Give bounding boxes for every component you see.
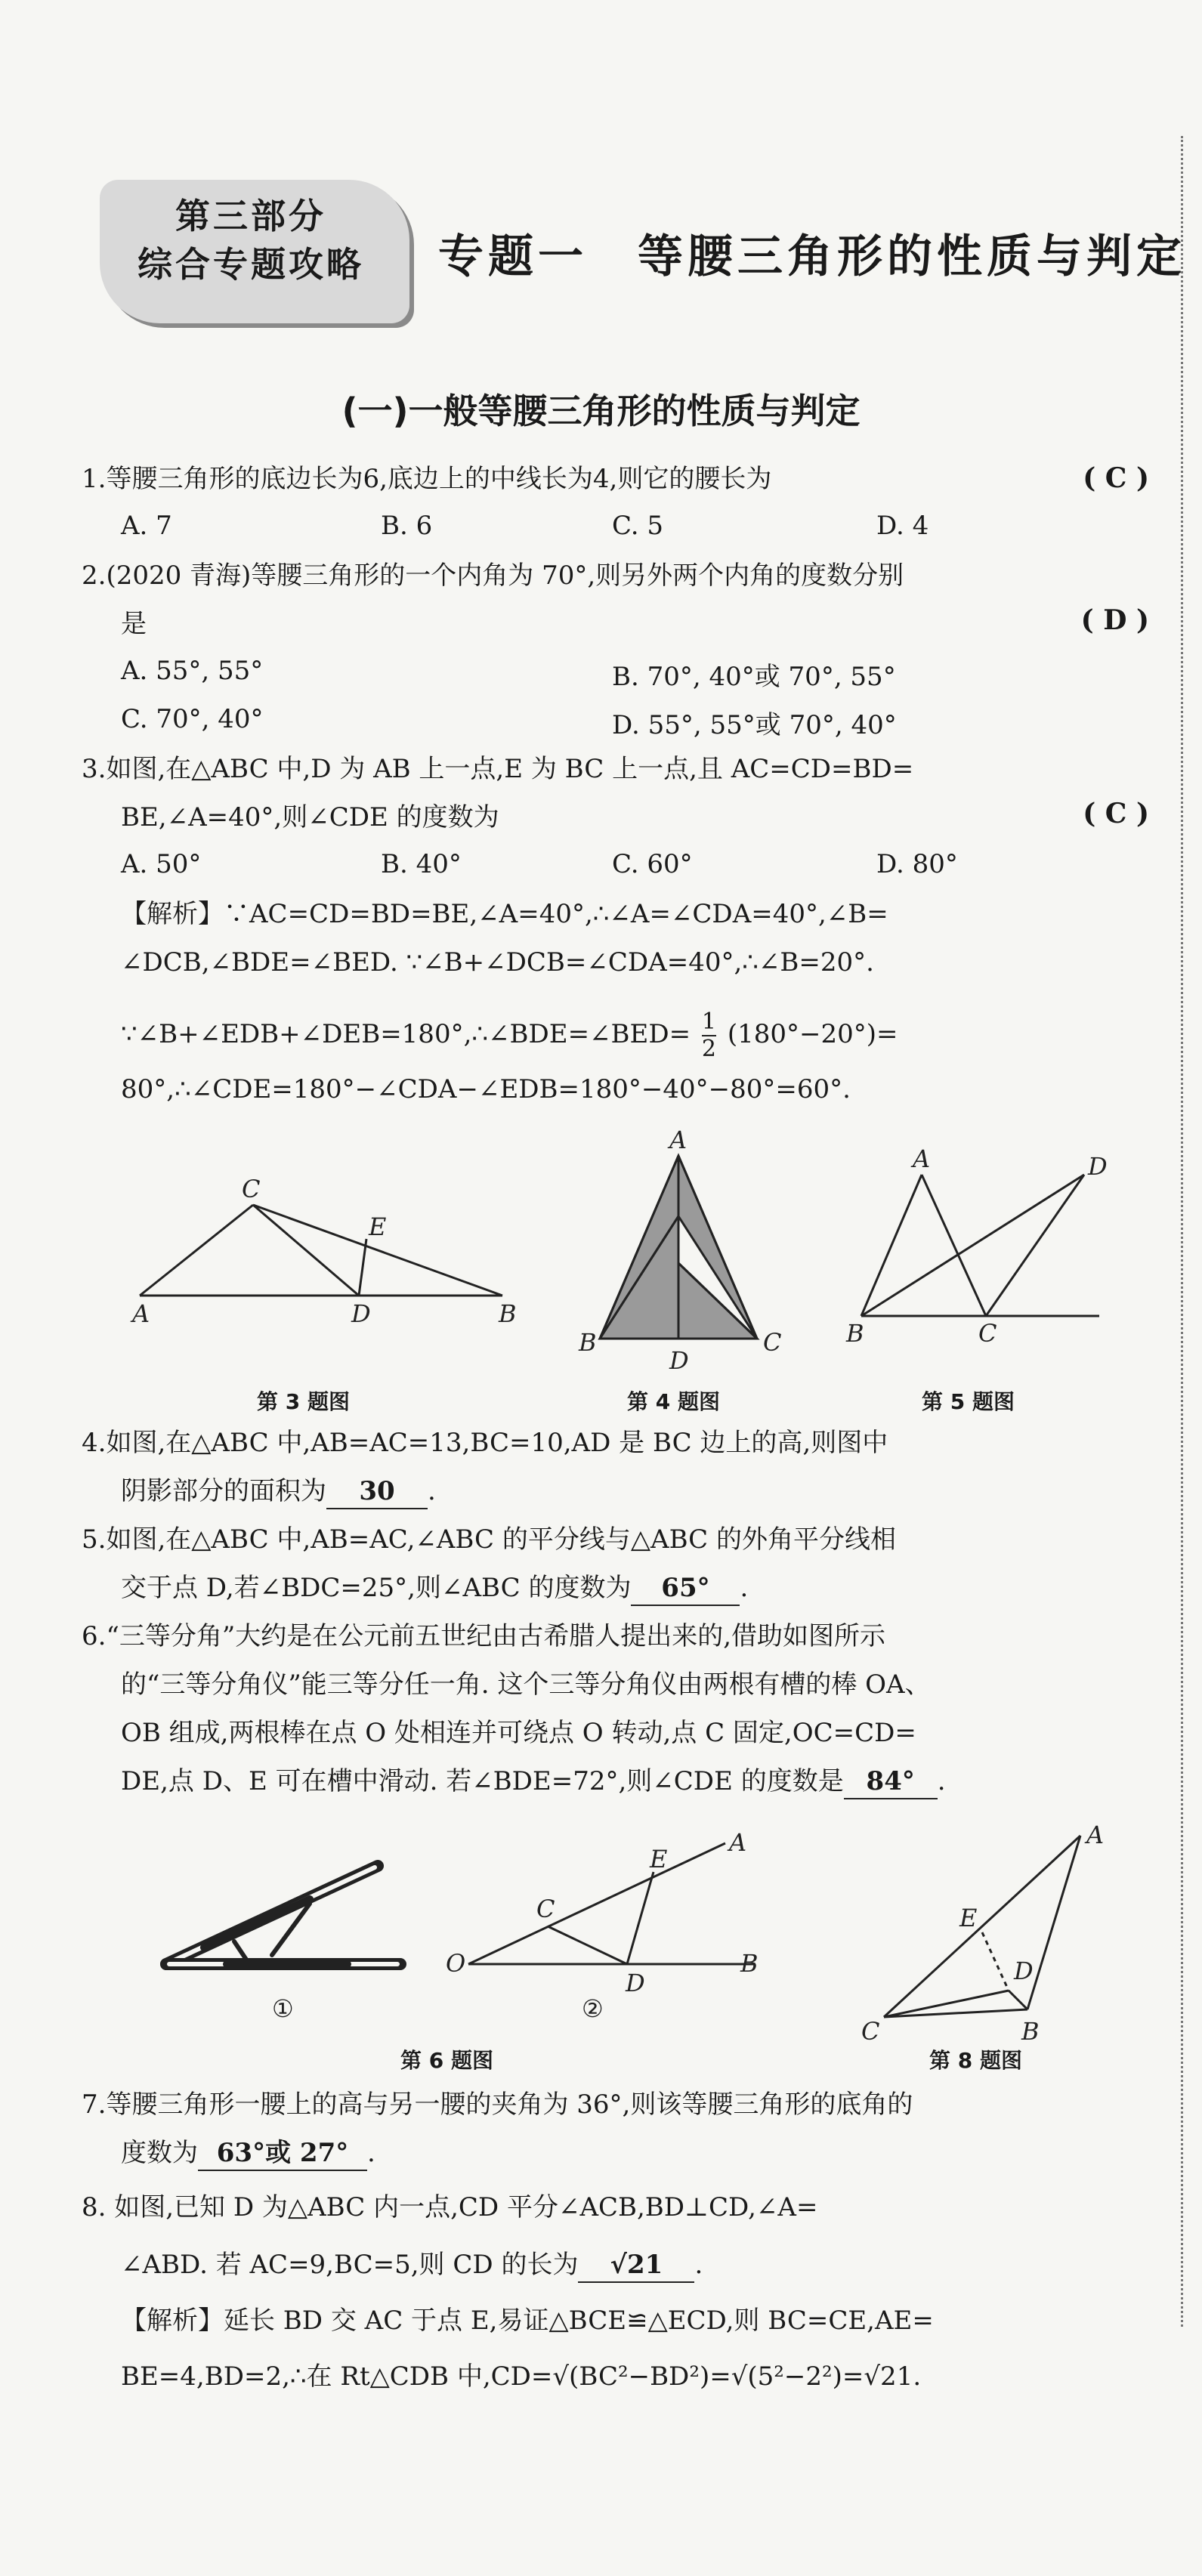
q7-line2-post: . bbox=[367, 2138, 375, 2168]
figure-q4 bbox=[567, 1126, 793, 1375]
figure-q3 bbox=[128, 1133, 521, 1330]
q7-line2 bbox=[121, 2136, 375, 2171]
fig5-label-a: A bbox=[913, 1144, 931, 1173]
q8-line1: 8. 如图,已知 D 为△ABC 内一点,CD 平分∠ACB,BD⊥CD,∠A= bbox=[82, 2192, 818, 2222]
q4-line2-pre: 阴影部分的面积为 bbox=[121, 1476, 326, 1506]
fig5-label-d: D bbox=[1088, 1152, 1108, 1181]
q4-line2-post: . bbox=[428, 1476, 436, 1506]
q6-line4 bbox=[121, 1765, 946, 1799]
fig6-label-b: B bbox=[740, 1949, 759, 1978]
fig4-label-d: D bbox=[669, 1346, 689, 1375]
q2-option-b: B. 70°, 40°或 70°, 55° bbox=[612, 662, 896, 692]
fig6-label-e: E bbox=[650, 1845, 668, 1873]
fig5-caption: 第 5 题图 bbox=[922, 1389, 1015, 1414]
fig4-caption: 第 4 题图 bbox=[627, 1389, 720, 1414]
q2-option-a: A. 55°, 55° bbox=[121, 656, 264, 686]
q3-analysis-line2: ∠DCB,∠BDE=∠BED. ∵∠B+∠DCB=∠CDA=40°,∴∠B=20°. bbox=[121, 947, 874, 978]
q6-line4-post: . bbox=[937, 1766, 946, 1796]
fig8-label-b: B bbox=[1021, 2017, 1040, 2046]
fig6-label-a: A bbox=[729, 1828, 747, 1857]
fig3-label-e: E bbox=[369, 1212, 387, 1241]
q3-analysis-line3-post: (180°−20°)= bbox=[727, 1019, 898, 1049]
fig3-label-a: A bbox=[132, 1299, 150, 1328]
fig6-label-c: C bbox=[536, 1895, 555, 1923]
q5-line1: 5.如图,在△ABC 中,AB=AC,∠ABC 的平分线与△ABC 的外角平分线相 bbox=[82, 1524, 897, 1555]
figure-q6-trisector-tool bbox=[151, 1828, 423, 2040]
q8-line2-post: . bbox=[694, 2250, 703, 2280]
fig6-label-o: O bbox=[446, 1949, 466, 1978]
q6-answer-blank: 84° bbox=[844, 1765, 938, 1799]
q1-option-c: C. 5 bbox=[612, 511, 664, 541]
fig3-label-c: C bbox=[242, 1175, 261, 1203]
fig4-label-c: C bbox=[763, 1328, 782, 1357]
q8-analysis-line2: BE=4,BD=2,∴在 Rt△CDB 中,CD=√(BC²−BD²)=√(5²−2²)=√21. bbox=[121, 2361, 922, 2392]
figure-q6-diagram bbox=[438, 1828, 786, 2032]
q8-line2 bbox=[121, 2248, 703, 2283]
q3-option-c: C. 60° bbox=[612, 849, 693, 879]
q8-line2-pre: ∠ABD. 若 AC=9,BC=5,则 CD 的长为 bbox=[121, 2250, 579, 2280]
q1-stem: 1.等腰三角形的底边长为6,底边上的中线长为4,则它的腰长为 bbox=[82, 464, 772, 494]
fig8-label-c: C bbox=[861, 2017, 880, 2046]
q3-analysis-line3-pre: ∵∠B+∠EDB+∠DEB=180°,∴∠BDE=∠BED= bbox=[121, 1019, 691, 1049]
q4-line1: 4.如图,在△ABC 中,AB=AC=13,BC=10,AD 是 BC 边上的高,则图中 bbox=[82, 1428, 888, 1458]
figure-q5 bbox=[831, 1141, 1118, 1345]
q5-line2-pre: 交于点 D,若∠BDC=25°,则∠ABC 的度数为 bbox=[121, 1573, 632, 1603]
q6-line4-pre: DE,点 D、E 可在槽中滑动. 若∠BDE=72°,则∠CDE 的度数是 bbox=[121, 1766, 844, 1796]
q6-line3: OB 组成,两根棒在点 O 处相连并可绕点 O 转动,点 C 固定,OC=CD= bbox=[121, 1718, 916, 1748]
fig5-label-c: C bbox=[978, 1319, 997, 1345]
fig4-label-b: B bbox=[579, 1328, 597, 1357]
fig6-label-d: D bbox=[626, 1969, 645, 1997]
fig8-label-e: E bbox=[959, 1904, 978, 1932]
q3-stem-line1: 3.如图,在△ABC 中,D 为 AB 上一点,E 为 BC 上一点,且 AC=CD=BD= bbox=[82, 754, 914, 784]
q7-answer-blank: 63°或 27° bbox=[198, 2136, 367, 2171]
fig6-caption: 第 6 题图 bbox=[400, 2048, 493, 2073]
q1-option-a: A. 7 bbox=[121, 511, 172, 541]
section-title: (一)一般等腰三角形的性质与判定 bbox=[341, 391, 861, 431]
fig4-label-a: A bbox=[669, 1126, 688, 1154]
fig3-caption: 第 3 题图 bbox=[257, 1389, 350, 1414]
q8-analysis-line1: 【解析】延长 BD 交 AC 于点 E,易证△BCE≌△ECD,则 BC=CE,AE= bbox=[121, 2306, 934, 2336]
fig3-label-d: D bbox=[351, 1299, 371, 1328]
q5-line2 bbox=[121, 1571, 748, 1606]
q2-stem-line1: 2.(2020 青海)等腰三角形的一个内角为 70°,则另外两个内角的度数分别 bbox=[82, 561, 904, 591]
q6-line1: 6.“三等分角”大约是在公元前五世纪由古希腊人提出来的,借助如图所示 bbox=[82, 1621, 886, 1651]
fraction-numerator: 1 bbox=[701, 1008, 716, 1035]
q5-line2-post: . bbox=[740, 1573, 749, 1603]
part-subtitle: 综合专题攻略 bbox=[138, 244, 364, 285]
part-badge bbox=[85, 134, 417, 338]
topic-title: 专题一 等腰三角形的性质与判定 bbox=[438, 230, 1186, 283]
q3-option-d: D. 80° bbox=[876, 849, 958, 879]
q3-analysis-line3 bbox=[121, 1009, 898, 1062]
q1-answer: ( C ) bbox=[1083, 462, 1149, 494]
q2-option-c: C. 70°, 40° bbox=[121, 704, 264, 734]
part-label: 第三部分 bbox=[175, 196, 326, 236]
q5-answer-blank: 65° bbox=[631, 1571, 740, 1606]
q3-analysis-line1: 【解析】∵AC=CD=BD=BE,∠A=40°,∴∠A=∠CDA=40°,∠B= bbox=[121, 899, 888, 929]
q8-answer-blank: √21 bbox=[578, 2248, 694, 2283]
fig3-label-b: B bbox=[499, 1299, 517, 1328]
q1-option-d: D. 4 bbox=[876, 511, 929, 541]
q3-option-a: A. 50° bbox=[121, 849, 202, 879]
fig6-mark-2: ② bbox=[582, 1994, 604, 2023]
q3-stem-line2: BE,∠A=40°,则∠CDE 的度数为 bbox=[121, 802, 499, 832]
q3-answer: ( C ) bbox=[1083, 798, 1149, 829]
q2-answer: ( D ) bbox=[1080, 604, 1149, 636]
fig5-label-b: B bbox=[846, 1319, 864, 1345]
q4-line2 bbox=[121, 1475, 436, 1509]
q7-line2-pre: 度数为 bbox=[121, 2138, 198, 2168]
fig8-caption: 第 8 题图 bbox=[929, 2048, 1022, 2073]
q4-answer-blank: 30 bbox=[326, 1475, 428, 1509]
figure-q8 bbox=[854, 1821, 1126, 2047]
q7-line1: 7.等腰三角形一腰上的高与另一腰的夹角为 36°,则该等腰三角形的底角的 bbox=[82, 2090, 913, 2120]
margin-dotted-rule bbox=[1181, 136, 1183, 2327]
fig8-label-a: A bbox=[1086, 1821, 1105, 1849]
q6-line2: 的“三等分角仪”能三等分任一角. 这个三等分角仪由两根有槽的棒 OA、 bbox=[121, 1669, 931, 1700]
fig8-label-d: D bbox=[1014, 1957, 1034, 1985]
fraction-one-half bbox=[702, 1009, 716, 1062]
fraction-denominator: 2 bbox=[701, 1036, 716, 1062]
q2-stem-line2: 是 bbox=[121, 609, 147, 639]
q3-analysis-line4: 80°,∴∠CDE=180°−∠CDA−∠EDB=180°−40°−80°=60°. bbox=[121, 1074, 851, 1104]
fig6-mark-1: ① bbox=[272, 1994, 294, 2023]
q1-option-b: B. 6 bbox=[381, 511, 433, 541]
q3-option-b: B. 40° bbox=[381, 849, 462, 879]
q2-option-d: D. 55°, 55°或 70°, 40° bbox=[612, 710, 897, 740]
